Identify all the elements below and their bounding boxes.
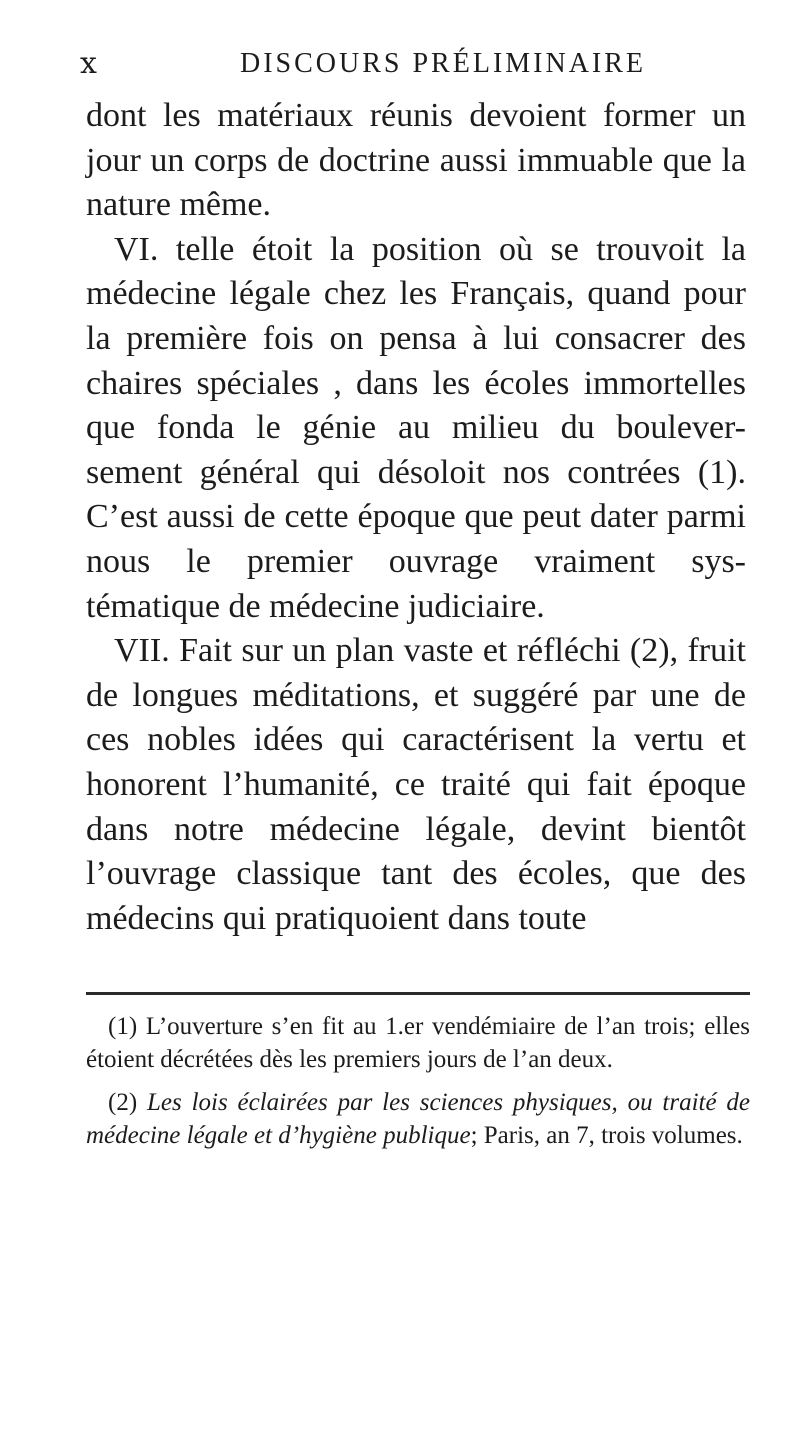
footnote-2-rest: ; Paris, an 7, trois volumes. [470,1122,743,1149]
running-head [0,42,800,82]
footnote-2-title: Les lois éclairées par les sciences physiques, ou traité de médecine légale et d’hygiène publique [86,1089,751,1149]
paragraph-2: VI. telle étoit la position où se trouvoit la médecine légale chez les Français, quand pour la première fois on pensa à lui consacrer des chaires spéciales , dans les écoles immortelles que fonda le génie au milieu du boulever- sement général qui désoloit nos contrées (1). C’est aussi de cette époque que peut dater parmi nous le premier ouvrage vraiment sys- tématique de médecine judiciaire. [86,230,746,625]
footnote-1-marker: (1) [108,1013,138,1040]
footnote-rule [86,992,750,995]
main-text [86,94,746,941]
footnote-1-text: L’ouverture s’en fit au 1.er vendémiaire de l’an trois; elles étoient décrétées dès les premiers jours de l’an deux. [86,1013,751,1073]
paragraph-3: VII. Fait sur un plan vaste et réfléchi (2), fruit de longues méditations, et suggéré par une de ces nobles idées qui caractérisent la vertu et honorent l’humanité, ce traité qui fait époque dans notre médecine légale, devint bientôt l’ouvrage classique tant des écoles, que des médecins qui pratiquoient dans toute [86,632,746,937]
paragraph-1: dont les matériaux réunis devoient former un jour un corps de doctrine aussi immuable que la nature même. [86,97,746,224]
footnote-2-marker: (2) [108,1089,138,1116]
footnote-2 [86,1086,750,1152]
footnote-1 [86,1010,750,1076]
running-title: DISCOURS PRÉLIMINAIRE [240,48,647,79]
footnotes [86,1010,750,1162]
page-number: x [80,46,98,81]
